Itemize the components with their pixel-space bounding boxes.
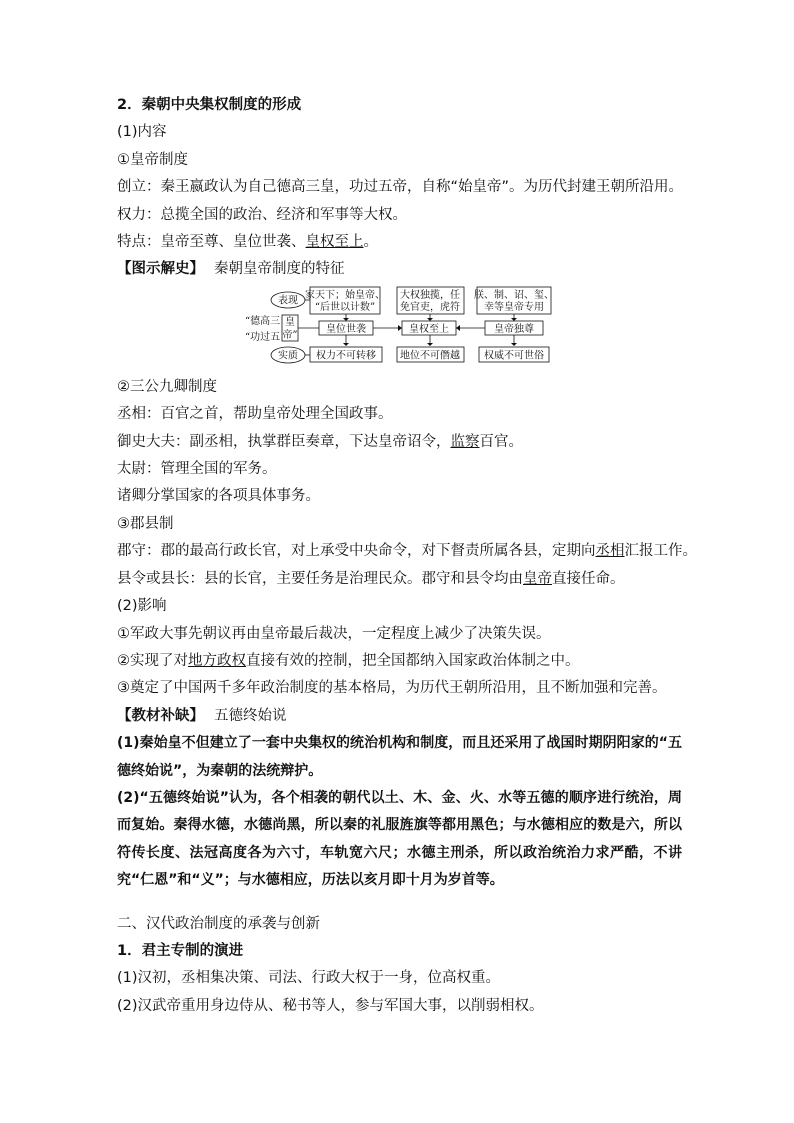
section-title: 2．秦朝中央集权制度的形成 <box>117 97 302 113</box>
diagram-heading <box>117 256 682 283</box>
ministers-heading: ②三公九卿制度 <box>117 378 217 395</box>
top-box-2-line1: 大权独揽，任 <box>400 289 460 301</box>
ling-underline: 皇帝 <box>523 570 552 587</box>
item2-underline: 地方政权 <box>188 652 246 669</box>
han-item-2: (2)汉武帝重用身边侍从、秘书等人，参与军国大事，以削弱相权。 <box>117 997 544 1014</box>
item2-prefix: ②实现了对 <box>117 652 188 669</box>
supplement-para-2: (2)“五德终始说”认为，各个相袭的朝代以土、木、金、火、水等五德的顺序进行统治，周而复始。秦得水德，水德尚黑，所以秦的礼服旌旗等都用黑色；与水德相应的数是六，所以符传长度、法冠高度各为六寸，车轨宽六尺；水德主刑杀，所以政治统治力求严酷，不讲究“仁恩”和“义”；与水德相应，历法以亥月即十月为岁首等。 <box>117 789 682 889</box>
side-text-1: “德高三 <box>245 315 281 327</box>
ling-suffix: 直接任命。 <box>552 570 625 587</box>
mid-box-2-text: 皇权至上 <box>409 323 449 335</box>
side-char-2: 帝” <box>282 329 298 341</box>
shou-suffix: 汇报工作。 <box>624 543 697 560</box>
bottom-box-2-text: 地位不可僭越 <box>400 350 460 362</box>
mid-box-1-text: 皇位世袭 <box>326 323 366 335</box>
emperor-heading: ①皇帝制度 <box>117 151 188 168</box>
ministers-qing: 诸卿分掌国家的各项具体事务。 <box>117 488 320 505</box>
censor-prefix: 御史大夫：副丞相，执掌群臣奏章，下达皇帝诏令， <box>117 433 451 450</box>
label-biaoxian: 表现 <box>278 295 298 307</box>
top-box-1-line1: 家天下；始皇帝、 <box>305 289 385 301</box>
county-heading: ③郡县制 <box>117 515 174 532</box>
bottom-box-3-text: 权威不可世俗 <box>484 350 544 362</box>
diagram-svg <box>117 286 682 372</box>
top-box-2-line2: 免官吏，虎符 <box>400 301 460 313</box>
emperor-power: 权力：总揽全国的政治、经济和军事等大权。 <box>117 206 407 223</box>
top-box-1-line2: “后世以计数” <box>314 301 376 313</box>
impact-item-3: ③奠定了中国两千多年政治制度的基本格局，为历代王朝所沿用，且不断加强和完善。 <box>117 680 667 697</box>
shou-prefix: 郡守：郡的最高行政长官，对上承受中央命令，对下督责所属各县，定期向 <box>117 543 596 560</box>
ministers-censor <box>117 429 682 456</box>
han-item-1: (1)汉初，丞相集决策、司法、行政大权于一身，位高权重。 <box>117 970 501 987</box>
content-label: (1)内容 <box>117 124 167 141</box>
page-content <box>117 92 697 1020</box>
trait-underline: 皇权至上 <box>305 234 364 251</box>
han-sub-title: 1．君主专制的演进 <box>117 942 244 959</box>
county-ling <box>117 566 682 593</box>
diagram-title: 秦朝皇帝制度的特征 <box>214 261 345 278</box>
trait-suffix: 。 <box>363 234 378 251</box>
top-box-3-line2: 幸等皇帝专用 <box>484 301 544 313</box>
side-char-1: 皇 <box>285 316 295 328</box>
side-text-2: “功过五 <box>245 331 281 343</box>
diagram-tag: 【图示解史】 <box>117 261 204 278</box>
item2-suffix: 直接有效的控制，把全国都纳入国家政治体制之中。 <box>246 652 580 669</box>
ministers-chancellor: 丞相：百官之首，帮助皇帝处理全国政事。 <box>117 406 393 423</box>
county-shou <box>117 538 697 565</box>
top-box-3-line1: 朕、制、诏、玺、 <box>474 289 554 301</box>
origin-suffix: 。为历代封建王朝所沿用。 <box>509 179 684 196</box>
mid-box-3-text: 皇帝独尊 <box>494 323 534 335</box>
shou-underline: 丞相 <box>595 543 625 560</box>
supplement-tag: 【教材补缺】 <box>117 707 204 724</box>
emperor-origin <box>117 174 682 201</box>
ling-prefix: 县令或县长：县的长官，主要任务是治理民众。郡守和县令均由 <box>117 570 523 587</box>
impact-label: (2)影响 <box>117 598 167 615</box>
origin-prefix: 创立：秦王嬴政认为自己德高三皇，功过五帝，自称 <box>117 179 451 196</box>
supplement-heading <box>117 703 682 730</box>
impact-item-2 <box>117 648 682 675</box>
bottom-box-1-text: 权力不可转移 <box>316 350 376 362</box>
emperor-trait <box>117 229 682 256</box>
label-shishi: 实质 <box>278 350 298 362</box>
origin-quote: “始皇帝” <box>450 179 510 196</box>
trait-prefix: 特点：皇帝至尊、皇位世袭、 <box>117 234 306 251</box>
censor-suffix: 百官。 <box>479 433 523 450</box>
supplement-title: 五德终始说 <box>214 707 287 724</box>
censor-underline: 监察 <box>450 433 480 450</box>
supplement-para-1: (1)秦始皇不但建立了一套中央集权的统治机构和制度，而且还采用了战国时期阴阳家的“五德终始说”，为秦朝的法统辩护。 <box>117 735 682 779</box>
impact-item-1: ①军政大事先朝议再由皇帝最后裁决，一定程度上减少了决策失误。 <box>117 625 551 642</box>
emperor-system-diagram <box>117 286 682 372</box>
ministers-taiwei: 太尉：管理全国的军务。 <box>117 461 277 478</box>
han-section-title: 二、汉代政治制度的承袭与创新 <box>117 915 320 932</box>
